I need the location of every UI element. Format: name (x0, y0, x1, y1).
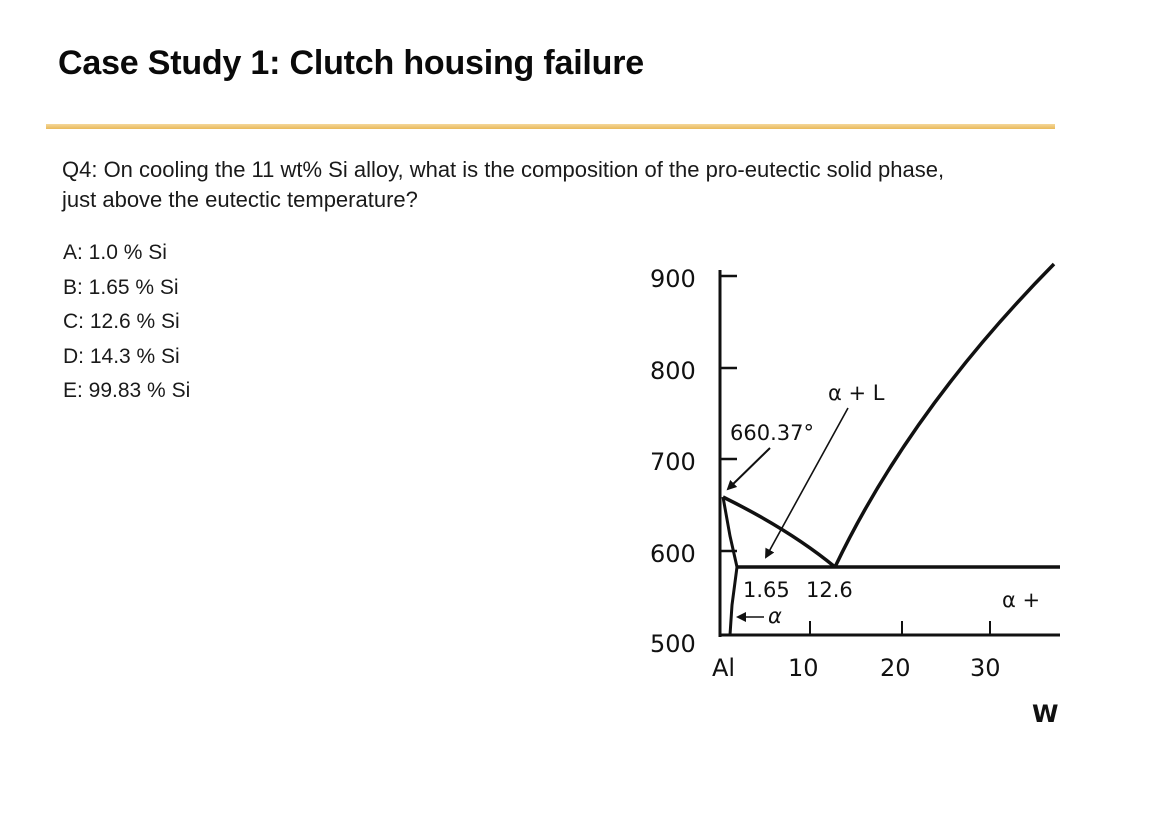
melting-point-arrow (728, 448, 770, 489)
x-tick-label-al: Al (712, 654, 736, 682)
region-label-alpha-plus-liquid: α + L (828, 381, 885, 405)
x-tick-label-30: 30 (970, 654, 1001, 682)
option-b[interactable]: B: 1.65 % Si (63, 275, 179, 299)
answer-options (63, 236, 190, 409)
solvus-line (730, 567, 737, 635)
eutectic-composition-label: 12.6 (806, 578, 853, 602)
melting-point-label: 660.37° (730, 421, 814, 445)
x-tick-label-10: 10 (788, 654, 819, 682)
solidus-line (723, 497, 737, 567)
max-solubility-label: 1.65 (743, 578, 790, 602)
option-d[interactable]: D: 14.3 % Si (63, 344, 180, 368)
liquidus-right (835, 264, 1054, 567)
region-label-alpha: α (768, 604, 782, 628)
y-tick-label-700: 700 (650, 448, 696, 476)
option-e[interactable]: E: 99.83 % Si (63, 379, 191, 402)
x-tick-label-20: 20 (880, 654, 911, 682)
title-divider (46, 124, 1055, 129)
region-label-alpha-plus-si: α + (1002, 588, 1041, 612)
y-tick-label-800: 800 (650, 357, 696, 385)
x-axis-label-fragment: W (1032, 700, 1059, 728)
option-c[interactable]: C: 12.6 % Si (63, 310, 180, 333)
y-tick-label-600: 600 (650, 540, 696, 568)
question-text: Q4: On cooling the 11 wt% Si alloy, what is the composition of the pro-eutectic solid phase, just above the eutectic temperature? (62, 157, 945, 212)
y-tick-label-900: 900 (650, 265, 696, 293)
option-a[interactable]: A: 1.0 % Si (63, 241, 167, 264)
al-si-phase-diagram (640, 240, 1080, 730)
slide-title: Case Study 1: Clutch housing failure (58, 44, 644, 82)
y-tick-label-500: 500 (650, 630, 696, 658)
